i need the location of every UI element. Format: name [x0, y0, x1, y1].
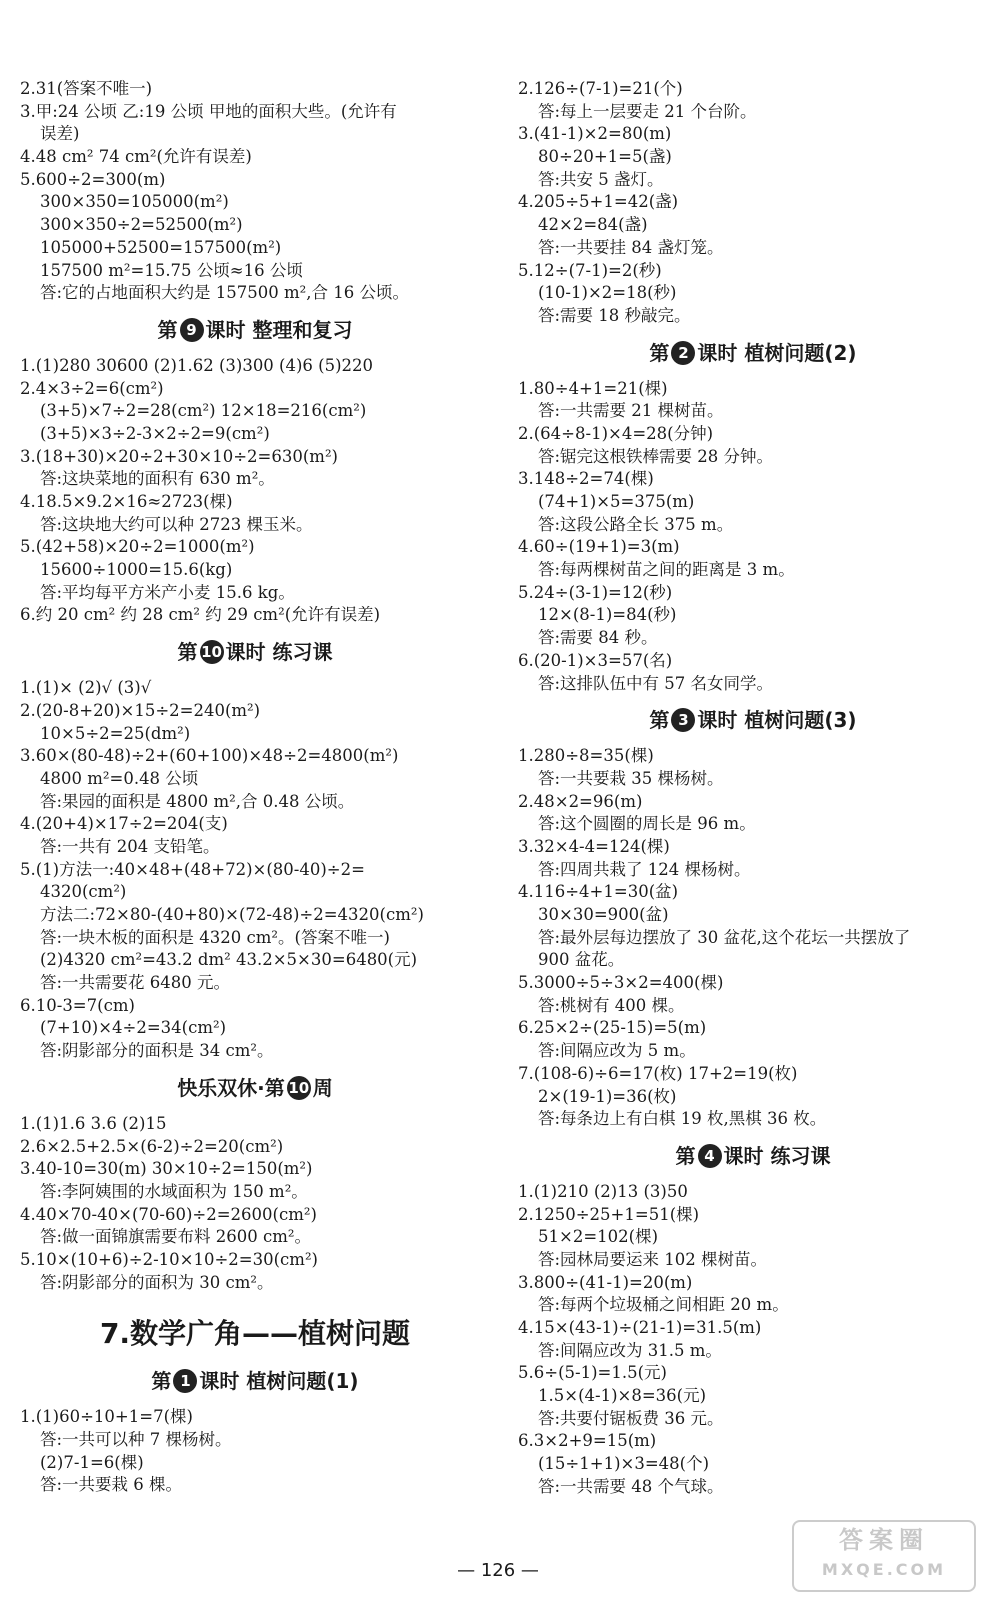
answer-line: 答:一共可以种 7 棵杨树。 — [40, 1430, 232, 1449]
answer-line: 答:这个圆圈的周长是 96 m。 — [538, 814, 756, 834]
question-answer: 7.(108-6)÷6=17(枚) 17+2=19(枚) — [518, 1063, 798, 1083]
chapter-title: 7.数学广角——植树问题 — [99, 1317, 411, 1351]
heading-title: 课时 植树问题(2) — [697, 340, 857, 365]
section-heading — [20, 313, 490, 347]
question-answer: 2.48×2=96(m) — [518, 791, 643, 811]
question-answer: 5.24÷(3-1)=12(秒) — [518, 582, 673, 602]
heading-prefix: 第 — [649, 708, 670, 733]
watermark-logo — [792, 1520, 976, 1592]
watermark-text: 答案圈 — [839, 1526, 929, 1554]
answer-line: 300×350÷2=52500(m²) — [40, 215, 243, 235]
answer-line: 12×(8-1)=84(秒) — [538, 605, 677, 625]
page-number: — 126 — — [457, 1560, 539, 1581]
section-heading — [518, 703, 988, 737]
right-column — [518, 78, 988, 1499]
answer-line: 答:这块地大约可以种 2723 棵玉米。 — [40, 514, 313, 534]
heading-title: 课时 练习课 — [225, 640, 333, 665]
answer-line: 答:每两个垃圾桶之间相距 20 m。 — [538, 1295, 789, 1315]
answer-line: 答:园林局要运来 102 棵树苗。 — [538, 1249, 768, 1269]
answer-line: 方法二:72×80-(40+80)×(72-48)÷2=4320(cm²) — [40, 905, 424, 924]
question-answer: 3.60×(80-48)÷2+(60+100)×48÷2=4800(m²) — [20, 746, 399, 766]
question-answer: 4.15×(43-1)÷(21-1)=31.5(m) — [518, 1318, 762, 1337]
answer-line: 误差) — [40, 124, 80, 144]
question-answer: 6.25×2÷(25-15)=5(m) — [518, 1018, 707, 1038]
question-answer: 4.48 cm² 74 cm²(允许有误差) — [20, 147, 252, 167]
heading-prefix: 第 — [151, 1369, 172, 1394]
question-answer: 1.280÷8=35(棵) — [518, 746, 654, 766]
question-answer: 4.40×70-40×(70-60)÷2=2600(cm²) — [20, 1204, 317, 1224]
answer-line: 答:这块菜地的面积有 630 m²。 — [40, 469, 275, 489]
heading-number-badge: 10 — [200, 640, 224, 664]
answer-line: (15÷1+1)×3=48(个) — [538, 1454, 710, 1474]
question-answer: 3.甲:24 公顷 乙:19 公顷 甲地的面积大些。(允许有 — [20, 101, 397, 121]
heading-prefix: 第 — [177, 640, 198, 665]
answer-line: 答:一共需要 21 棵树苗。 — [538, 401, 724, 421]
answer-line: 答:一共需要 48 个气球。 — [538, 1476, 724, 1496]
section-heading — [20, 1071, 490, 1105]
answer-line: 答:一共需要花 6480 元。 — [40, 973, 231, 993]
heading-title: 课时 植树问题(1) — [199, 1369, 359, 1394]
question-answer: 1.(1)280 30600 (2)1.62 (3)300 (4)6 (5)220 — [20, 355, 374, 375]
answer-line: 答:间隔应改为 31.5 m。 — [538, 1340, 722, 1360]
question-answer: 2.31(答案不唯一) — [20, 79, 153, 98]
question-answer: 1.(1)1.6 3.6 (2)15 — [20, 1113, 167, 1133]
question-answer: 3.40-10=30(m) 30×10÷2=150(m²) — [20, 1159, 313, 1179]
question-answer: 4.(20+4)×17÷2=204(支) — [20, 814, 228, 834]
answer-line: 答:平均每平方米产小麦 15.6 kg。 — [40, 582, 295, 602]
heading-prefix: 第 — [675, 1143, 696, 1168]
answer-line: 15600÷1000=15.6(kg) — [40, 560, 233, 580]
question-answer: 6.约 20 cm² 约 28 cm² 约 29 cm²(允许有误差) — [20, 605, 381, 625]
question-answer: 5.10×(10+6)÷2-10×10÷2=30(cm²) — [20, 1249, 318, 1269]
heading-title: 周 — [312, 1075, 333, 1100]
answer-line: 答:需要 18 秒敲完。 — [538, 305, 691, 325]
question-answer: 4.60÷(19+1)=3(m) — [518, 537, 680, 557]
question-answer: 5.12÷(7-1)=2(秒) — [518, 260, 662, 280]
answer-line: 答:锯完这根铁棒需要 28 分钟。 — [538, 446, 774, 466]
answer-line: 答:一共有 204 支铅笔。 — [40, 836, 220, 856]
heading-number-badge: 4 — [698, 1144, 722, 1168]
section-heading — [518, 336, 988, 370]
answer-line: 答:阴影部分的面积是 34 cm²。 — [40, 1041, 274, 1061]
question-answer: 5.(1)方法一:40×48+(48+72)×(80-40)÷2= — [20, 859, 365, 879]
question-answer: 2.126÷(7-1)=21(个) — [518, 79, 683, 98]
question-answer: 6.3×2+9=15(m) — [518, 1431, 657, 1451]
heading-prefix: 快乐双休·第 — [177, 1075, 285, 1100]
question-answer: 4.18.5×9.2×16≈2723(棵) — [20, 492, 233, 511]
answer-line: 答:一块木板的面积是 4320 cm²。(答案不唯一) — [40, 927, 390, 947]
answer-line: 10×5÷2=25(dm²) — [40, 723, 191, 743]
heading-number-badge: 10 — [287, 1076, 311, 1100]
question-answer: 3.(18+30)×20÷2+30×10÷2=630(m²) — [20, 446, 338, 466]
section-heading — [518, 1139, 988, 1173]
answer-line: 30×30=900(盆) — [538, 905, 669, 924]
heading-prefix: 第 — [649, 340, 670, 365]
answer-line: 答:桃树有 400 棵。 — [538, 995, 685, 1015]
answer-line: 300×350=105000(m²) — [40, 192, 229, 212]
answer-line: 答:间隔应改为 5 m。 — [538, 1041, 696, 1061]
question-answer: 2.6×2.5+2.5×(6-2)÷2=20(cm²) — [20, 1136, 284, 1156]
question-answer: 3.148÷2=74(棵) — [518, 469, 654, 489]
question-answer: 2.1250÷25+1=51(棵) — [518, 1204, 700, 1224]
answer-line: 答:这排队伍中有 57 名女同学。 — [538, 673, 774, 693]
question-answer: 3.(41-1)×2=80(m) — [518, 124, 672, 144]
left-column — [20, 78, 490, 1497]
question-answer: 2.4×3÷2=6(cm²) — [20, 378, 164, 398]
answer-line: (74+1)×5=375(m) — [538, 492, 695, 511]
answer-line: (10-1)×2=18(秒) — [538, 283, 677, 303]
question-answer: 1.(1)× (2)√ (3)√ — [20, 678, 152, 698]
heading-number-badge: 3 — [671, 708, 695, 732]
heading-title: 课时 整理和复习 — [205, 317, 353, 342]
question-answer: 5.(42+58)×20÷2=1000(m²) — [20, 537, 255, 557]
answer-line: 答:共要付锯板费 36 元。 — [538, 1408, 724, 1428]
answer-line: 答:果园的面积是 4800 m²,合 0.48 公顷。 — [40, 791, 355, 811]
answer-line: 4800 m²=0.48 公顷 — [40, 768, 199, 788]
answer-line: 900 盆花。 — [538, 950, 625, 970]
answer-line: 答:一共要栽 6 棵。 — [40, 1475, 183, 1495]
answer-line: 答:需要 84 秒。 — [538, 628, 658, 648]
question-answer: 4.205÷5+1=42(盏) — [518, 192, 679, 212]
answer-line: 答:阴影部分的面积为 30 cm²。 — [40, 1272, 274, 1292]
answer-line: 答:共安 5 盏灯。 — [538, 169, 664, 189]
answer-line: 51×2=102(棵) — [538, 1227, 659, 1247]
heading-prefix: 第 — [157, 317, 178, 342]
question-answer: 5.6÷(5-1)=1.5(元) — [518, 1363, 667, 1383]
answer-line: 答:每两棵树苗之间的距离是 3 m。 — [538, 560, 795, 580]
answer-line: 105000+52500=157500(m²) — [40, 237, 282, 257]
question-answer: 5.600÷2=300(m) — [20, 169, 166, 189]
answer-line: (3+5)×7÷2=28(cm²) 12×18=216(cm²) — [40, 401, 367, 421]
question-answer: 5.3000÷5÷3×2=400(棵) — [518, 973, 724, 993]
answer-line: 4320(cm²) — [40, 882, 127, 902]
answer-line: 答:这段公路全长 375 m。 — [538, 514, 734, 534]
heading-number-badge: 2 — [671, 341, 695, 365]
answer-line: (2)4320 cm²=43.2 dm² 43.2×5×30=6480(元) — [40, 950, 418, 970]
question-answer: 6.(20-1)×3=57(名) — [518, 650, 673, 670]
answer-line: 答:每上一层要走 21 个台阶。 — [538, 101, 757, 121]
answer-line: 答:最外层每边摆放了 30 盆花,这个花坛一共摆放了 — [538, 927, 911, 947]
heading-title: 课时 练习课 — [723, 1143, 831, 1168]
question-answer: 6.10-3=7(cm) — [20, 995, 135, 1015]
answer-line: (3+5)×3÷2-3×2÷2=9(cm²) — [40, 423, 270, 443]
answer-line: 答:做一面锦旗需要布料 2600 cm²。 — [40, 1227, 312, 1247]
answer-line: 答:一共要挂 84 盏灯笼。 — [538, 237, 724, 257]
question-answer: 3.800÷(41-1)=20(m) — [518, 1272, 693, 1292]
question-answer: 1.(1)210 (2)13 (3)50 — [518, 1181, 688, 1201]
answer-line: 答:一共要栽 35 棵杨树。 — [538, 768, 724, 788]
heading-number-badge: 1 — [173, 1369, 197, 1393]
answer-line: 答:李阿姨围的水域面积为 150 m²。 — [40, 1181, 308, 1201]
answer-line: 2×(19-1)=36(枚) — [538, 1086, 677, 1106]
section-heading — [20, 1364, 490, 1398]
answer-line: 157500 m²=15.75 公顷≈16 公顷 — [40, 260, 303, 280]
question-answer: 4.116÷4+1=30(盆) — [518, 882, 679, 902]
answer-line: (7+10)×4÷2=34(cm²) — [40, 1018, 227, 1038]
answer-line: 答:它的占地面积大约是 157500 m²,合 16 公顷。 — [40, 283, 410, 303]
answer-line: (2)7-1=6(棵) — [40, 1452, 144, 1472]
heading-number-badge: 9 — [180, 318, 204, 342]
question-answer: 1.80÷4+1=21(棵) — [518, 378, 668, 398]
question-answer: 2.(20-8+20)×15÷2=240(m²) — [20, 700, 261, 720]
heading-title: 课时 植树问题(3) — [697, 708, 857, 733]
answer-line: 80÷20+1=5(盏) — [538, 147, 672, 167]
question-answer: 1.(1)60÷10+1=7(棵) — [20, 1407, 193, 1427]
question-answer: 3.32×4-4=124(棵) — [518, 836, 670, 856]
answer-line: 42×2=84(盏) — [538, 215, 648, 235]
answer-line: 1.5×(4-1)×8=36(元) — [538, 1386, 707, 1406]
answer-line: 答:每条边上有白棋 19 枚,黑棋 36 枚。 — [538, 1109, 827, 1129]
question-answer: 2.(64÷8-1)×4=28(分钟) — [518, 423, 714, 443]
answer-line: 答:四周共栽了 124 棵杨树。 — [538, 859, 751, 879]
section-heading — [20, 635, 490, 669]
watermark-url: MXQE.COM — [821, 1560, 947, 1579]
